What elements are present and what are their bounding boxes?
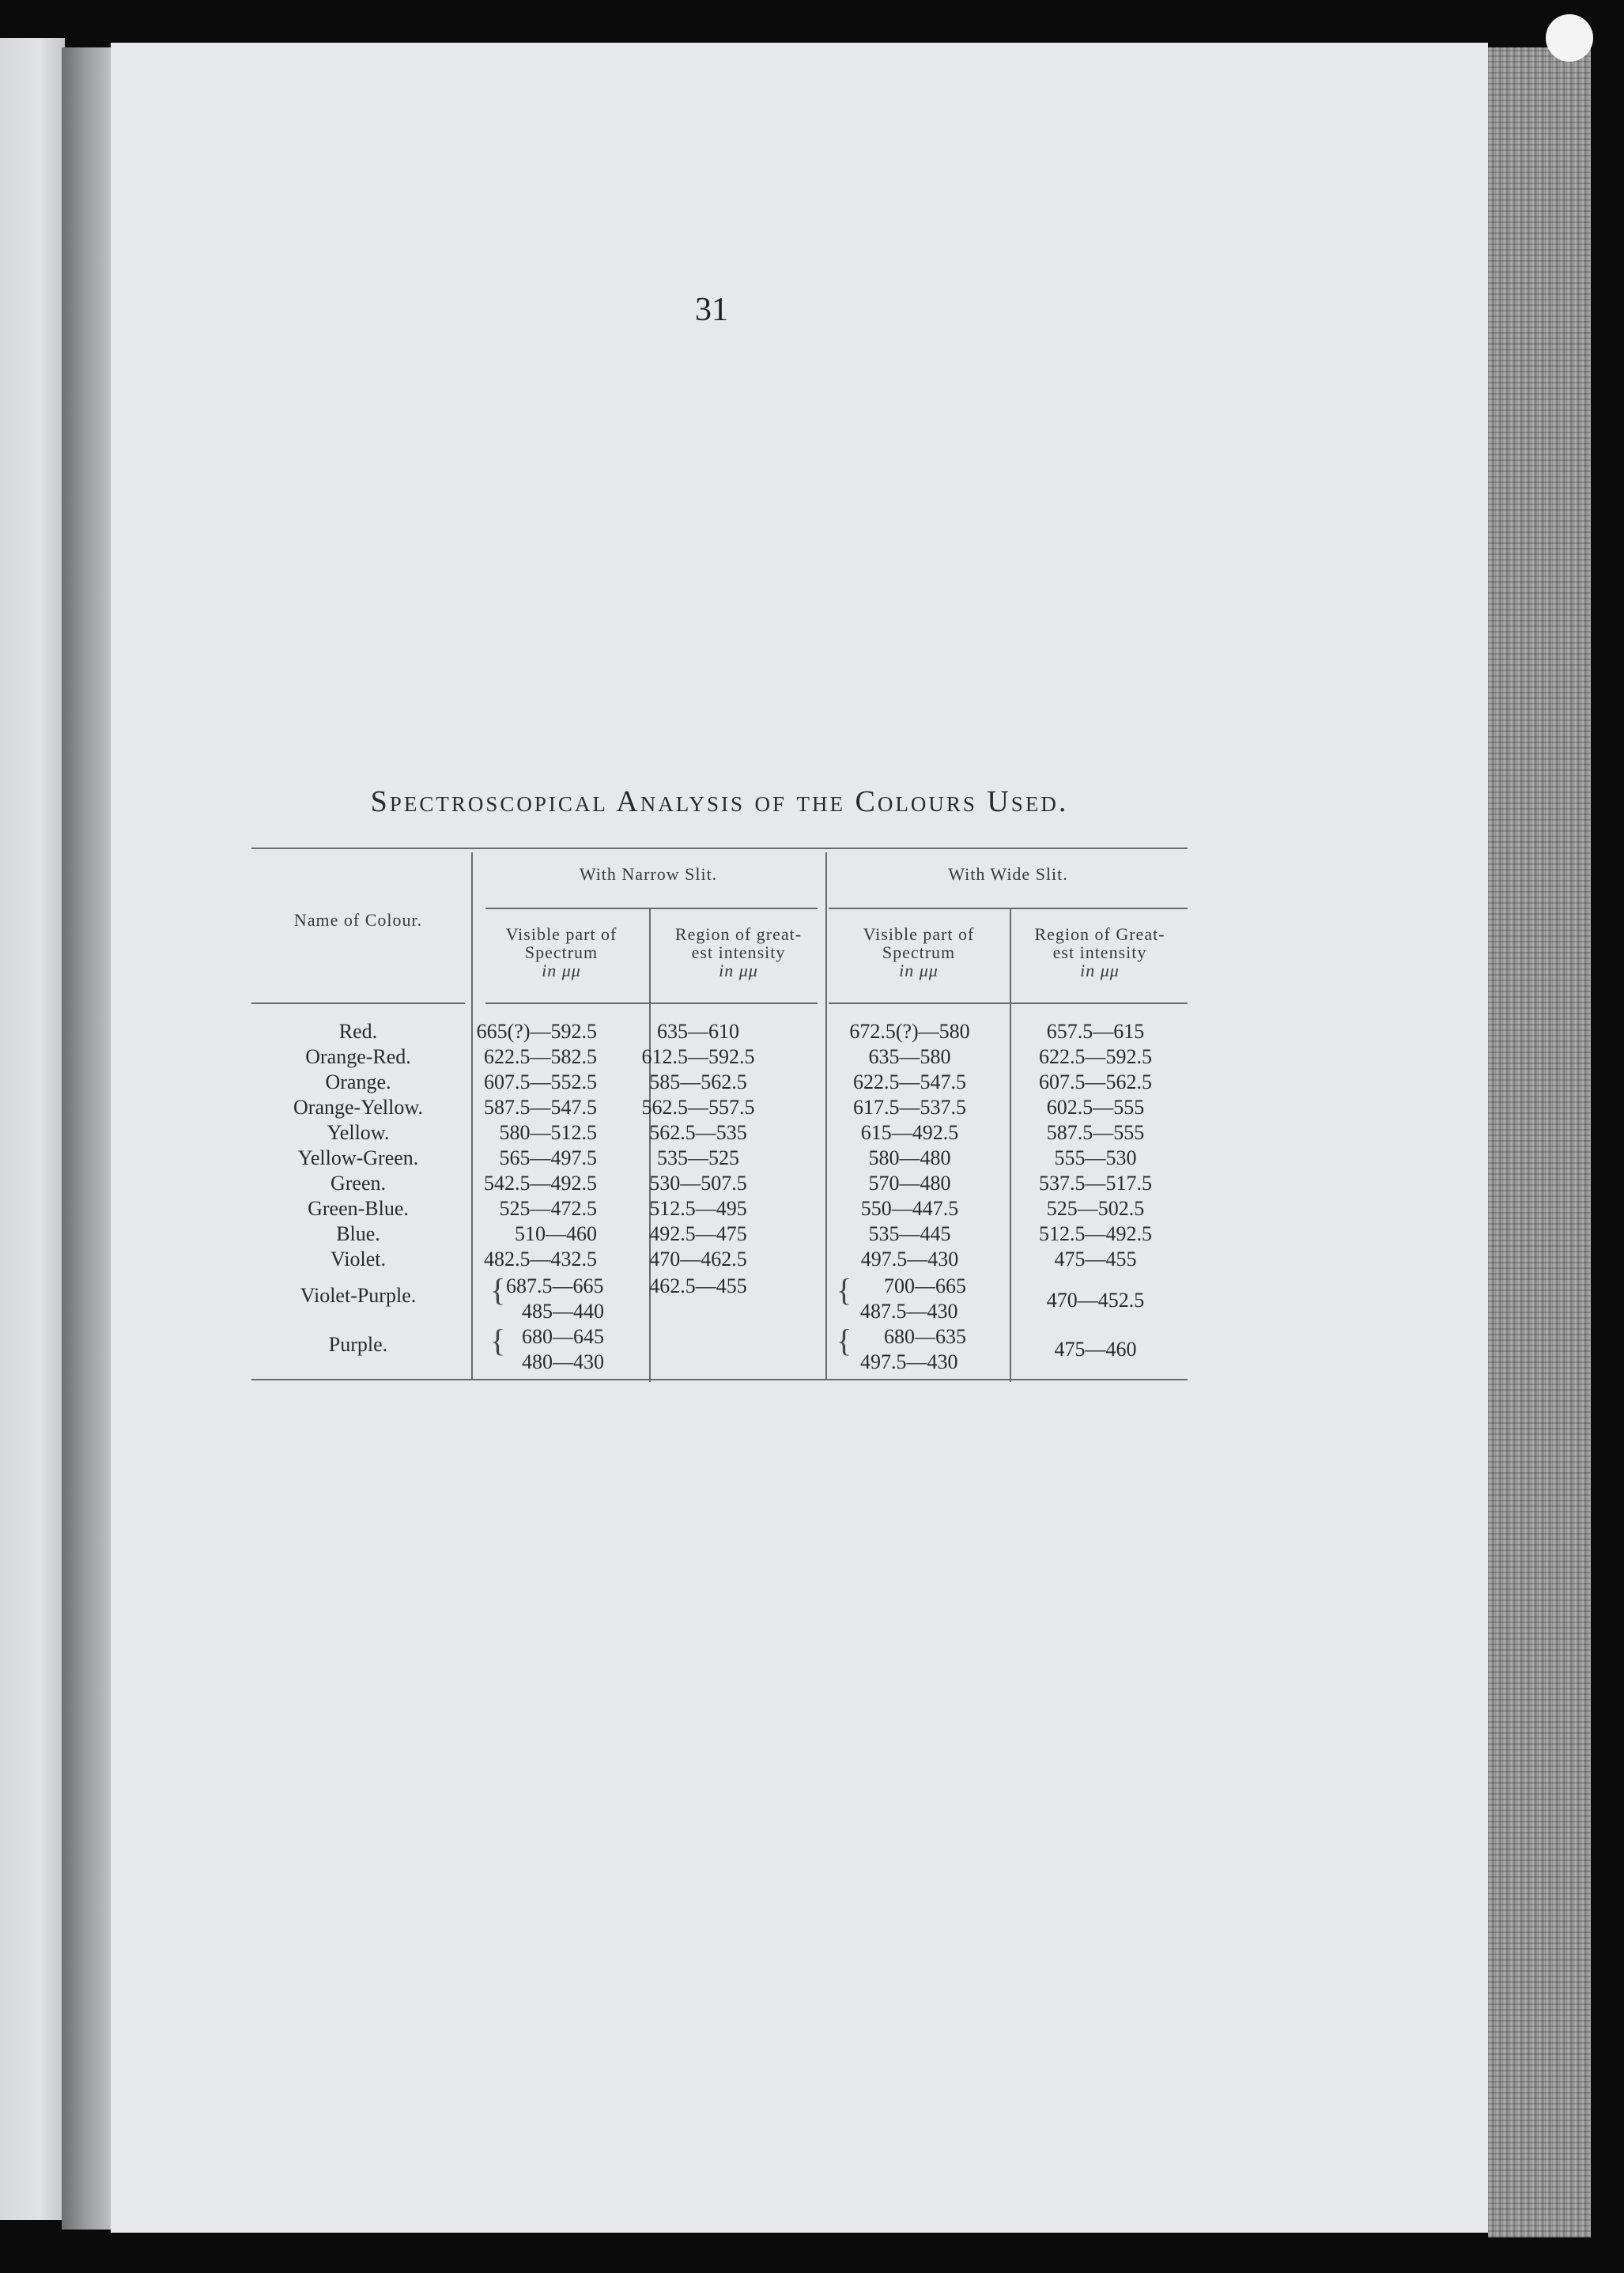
narrow-visible-lower: 480—430 — [522, 1350, 604, 1373]
wide-region: 537.5—517.5 — [1039, 1172, 1152, 1195]
header-line: Region of great- — [674, 924, 803, 944]
narrow-region: 635—610 — [657, 1020, 739, 1043]
wide-visible-upper: 700—665 — [884, 1274, 966, 1297]
previous-page-edge — [0, 38, 65, 2220]
header-rule-name — [251, 1002, 465, 1004]
wide-region: 587.5—555 — [1046, 1121, 1145, 1144]
corner-mark — [1546, 14, 1593, 62]
wide-subrule — [829, 908, 1188, 909]
brace-mark: { — [490, 1272, 506, 1308]
narrow-visible: 665(?)—592.5 — [476, 1020, 597, 1043]
wide-visible: 570—480 — [868, 1172, 951, 1195]
header-line: Region of Great- — [1034, 924, 1165, 944]
narrow-visible: 510—460 — [515, 1222, 597, 1245]
table-title: Spectroscopical Analysis of the Colours Used. — [370, 785, 1069, 818]
narrow-visible: 607.5—552.5 — [484, 1070, 597, 1093]
header-narrow-slit: With Narrow Slit. — [579, 864, 718, 884]
top-rule — [251, 848, 1188, 849]
header-line: est intensity — [691, 942, 786, 963]
narrow-visible: 580—512.5 — [499, 1121, 597, 1144]
narrow-region: 612.5—592.5 — [641, 1045, 755, 1068]
narrow-region: 492.5—475 — [649, 1222, 747, 1245]
narrow-region: 585—562.5 — [649, 1070, 747, 1093]
wide-region: 525—502.5 — [1046, 1197, 1145, 1220]
header-narrow-visible — [474, 925, 648, 980]
narrow-region: 512.5—495 — [649, 1197, 747, 1220]
brace-mark: { — [837, 1323, 852, 1358]
header-line: in μμ — [1080, 961, 1120, 981]
colour-name: Purple. — [328, 1333, 388, 1356]
brace-mark: { — [837, 1272, 852, 1308]
narrow-region: 462.5—455 — [649, 1274, 747, 1297]
narrow-subrule — [485, 908, 818, 909]
wide-visible: 550—447.5 — [860, 1197, 959, 1220]
colour-name: Orange. — [325, 1070, 391, 1093]
header-line: in μμ — [719, 961, 758, 981]
narrow-visible: 622.5—582.5 — [484, 1045, 597, 1068]
wide-visible: 617.5—537.5 — [853, 1096, 966, 1119]
wide-visible: 615—492.5 — [860, 1121, 959, 1144]
header-line: Spectrum — [524, 942, 599, 963]
header-rule-narrow — [485, 1002, 818, 1004]
brace-mark: { — [490, 1323, 506, 1358]
narrow-region: 470—462.5 — [649, 1248, 747, 1271]
colour-name: Yellow. — [327, 1121, 390, 1144]
narrow-region: 562.5—557.5 — [641, 1096, 755, 1119]
narrow-visible: 565—497.5 — [499, 1146, 597, 1169]
spectroscopic-table — [251, 848, 1188, 1382]
colour-name: Violet-Purple. — [300, 1284, 417, 1307]
vrule-2 — [649, 908, 651, 1382]
header-line: Visible part of — [505, 924, 617, 944]
wide-region: 475—455 — [1054, 1248, 1137, 1271]
header-line: in μμ — [542, 961, 581, 981]
narrow-visible: 587.5—547.5 — [484, 1096, 597, 1119]
header-wide-slit: With Wide Slit. — [948, 864, 1068, 884]
header-line: Spectrum — [882, 942, 956, 963]
wide-region: 470—452.5 — [1046, 1289, 1145, 1312]
wide-region: 512.5—492.5 — [1039, 1222, 1152, 1245]
wide-region: 555—530 — [1054, 1146, 1137, 1169]
header-narrow-region — [652, 925, 825, 980]
wide-visible: 622.5—547.5 — [853, 1070, 966, 1093]
header-wide-visible — [829, 925, 1009, 980]
header-line: Visible part of — [863, 924, 975, 944]
narrow-visible-upper: 680—645 — [522, 1325, 604, 1348]
narrow-visible: 482.5—432.5 — [484, 1248, 597, 1271]
header-name-of-colour: Name of Colour. — [293, 910, 423, 930]
header-line: est intensity — [1052, 942, 1147, 963]
colour-name: Violet. — [330, 1248, 386, 1271]
header-line: in μμ — [899, 961, 939, 981]
wide-region: 607.5—562.5 — [1039, 1070, 1152, 1093]
narrow-region: 562.5—535 — [649, 1121, 747, 1144]
wide-visible-upper: 680—635 — [884, 1325, 966, 1348]
narrow-visible: 542.5—492.5 — [484, 1172, 597, 1195]
page-number: 31 — [695, 292, 728, 328]
narrow-visible: 525—472.5 — [499, 1197, 597, 1220]
wide-visible: 635—580 — [868, 1045, 951, 1068]
bottom-rule — [251, 1379, 1188, 1380]
wide-region: 602.5—555 — [1046, 1096, 1145, 1119]
page-stack-edge — [1488, 47, 1591, 2237]
wide-visible-lower: 497.5—430 — [860, 1350, 958, 1373]
wide-region: 657.5—615 — [1046, 1020, 1145, 1043]
narrow-visible-upper: 687.5—665 — [506, 1274, 604, 1297]
book-gutter — [62, 47, 117, 2230]
colour-name: Green. — [330, 1172, 386, 1195]
narrow-visible-lower: 485—440 — [522, 1300, 604, 1323]
wide-region: 475—460 — [1054, 1338, 1137, 1361]
header-wide-region — [1012, 925, 1188, 980]
wide-visible: 535—445 — [868, 1222, 951, 1245]
wide-visible: 497.5—430 — [860, 1248, 959, 1271]
header-rule-wide — [829, 1002, 1188, 1004]
narrow-region: 535—525 — [657, 1146, 739, 1169]
colour-name: Green-Blue. — [308, 1197, 409, 1220]
colour-name: Orange-Red. — [305, 1045, 411, 1068]
colour-name: Red. — [338, 1020, 378, 1043]
wide-region: 622.5—592.5 — [1039, 1045, 1152, 1068]
wide-visible: 580—480 — [868, 1146, 951, 1169]
narrow-region: 530—507.5 — [649, 1172, 747, 1195]
wide-visible-lower: 487.5—430 — [860, 1300, 958, 1323]
colour-name: Orange-Yellow. — [293, 1096, 423, 1119]
colour-name: Blue. — [336, 1222, 380, 1245]
colour-name: Yellow-Green. — [297, 1146, 419, 1169]
wide-visible: 672.5(?)—580 — [849, 1020, 970, 1043]
